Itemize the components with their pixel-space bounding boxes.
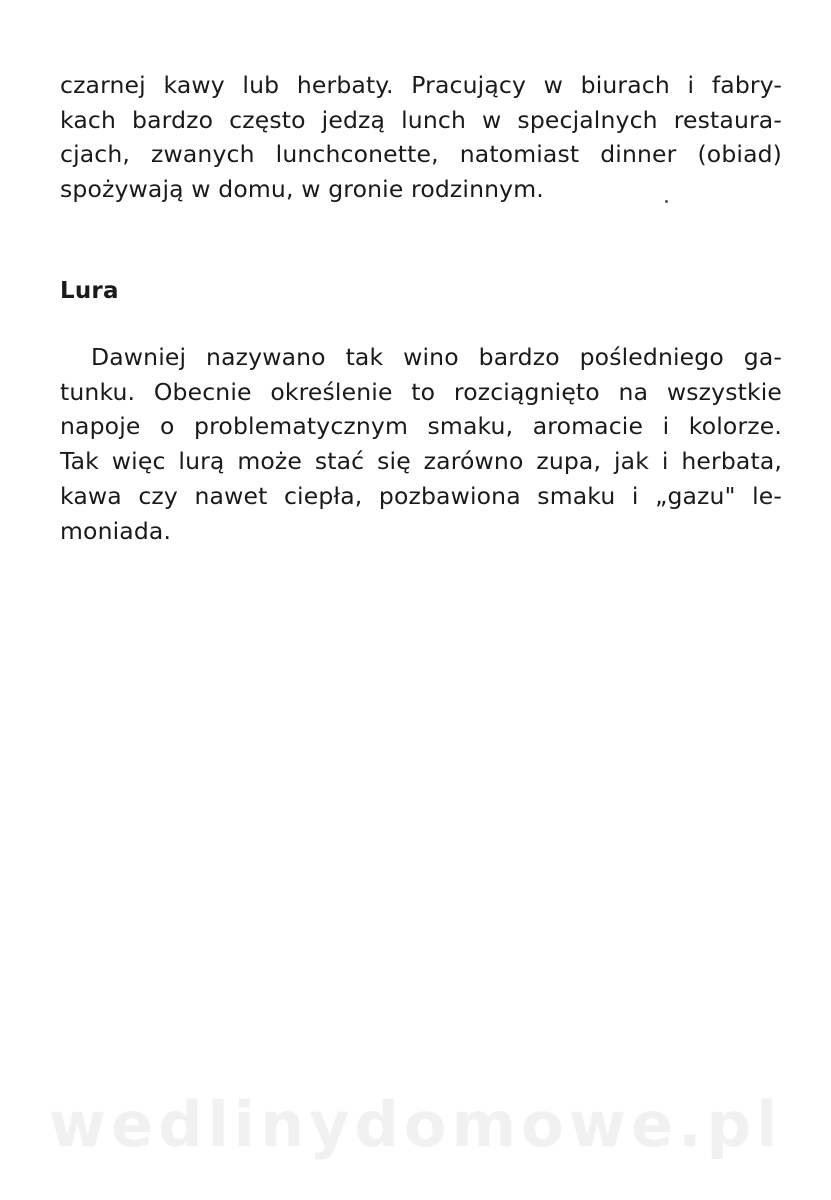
paragraph-line: tunku. Obecnie określenie to rozciągnięto na wszystkie (60, 377, 782, 406)
paragraph-line: cjach, zwanych lunchconette, natomiast dinner (obiad) (60, 140, 782, 169)
paragraph-line: czarnej kawy lub herbaty. Pracujący w biurach i fabry- (60, 71, 782, 99)
paragraph-line: Tak więc lurą może stać się zarówno zupa, jak i herbata, (60, 447, 782, 476)
paragraph-continued (60, 68, 782, 207)
paragraph-line: moniada. (60, 516, 172, 545)
paragraph-line: kawa czy nawet ciepła, pozbawiona smaku i „gazu" le- (60, 481, 782, 510)
print-speck (665, 200, 668, 203)
paragraph-line: napoje o problematycznym smaku, aromacie i kolorze. (60, 412, 782, 441)
paragraph-line: Dawniej nazywano tak wino bardzo pośledniego ga- (91, 343, 782, 371)
section-heading: Lura (60, 278, 119, 304)
paragraph-line: spożywają w domu, w gronie rodzinnym. (60, 175, 544, 204)
section-paragraph (60, 340, 782, 548)
paragraph-line: kach bardzo często jedzą lunch w specjalnych restaura- (60, 105, 782, 134)
watermark: wedlinydomowe.pl (48, 1088, 783, 1161)
